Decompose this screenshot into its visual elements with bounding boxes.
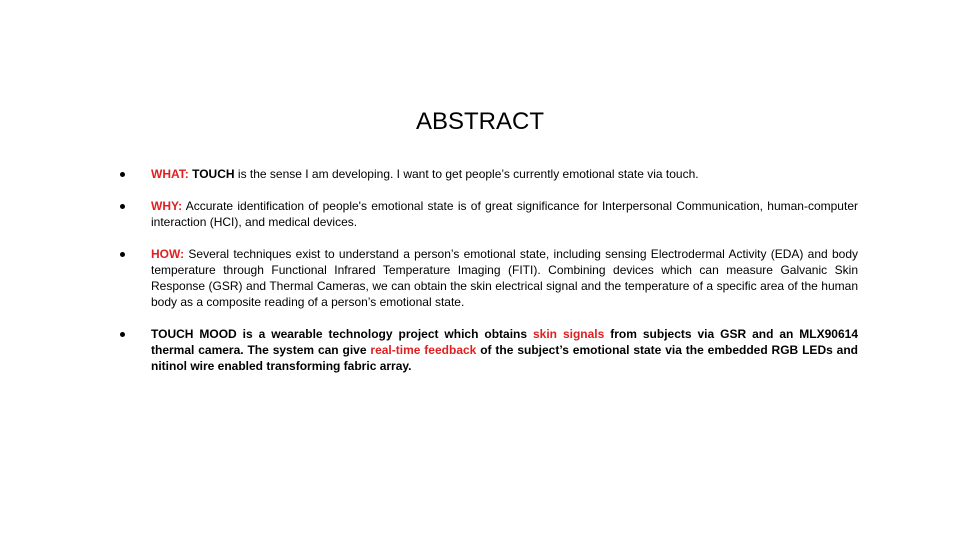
what-label: WHAT:	[151, 167, 189, 181]
how-label: HOW:	[151, 247, 185, 261]
bullet-why	[117, 198, 858, 230]
bullet-dot-icon	[120, 204, 125, 209]
touch-mood-text-2: from subjects via GSR and an MLX90614 thermal camera. The system can give	[151, 327, 858, 357]
page-title: ABSTRACT	[415, 108, 544, 135]
skin-signals-highlight: skin signals	[533, 327, 605, 341]
why-text: Accurate identification of people's emotional state is of great significance for Interpersonal Communication, human-computer interaction (HCI), and medical devices.	[151, 199, 858, 229]
bullet-how	[117, 246, 858, 310]
bullet-dot-icon	[120, 332, 125, 337]
real-time-feedback-highlight: real-time feedback	[370, 343, 477, 357]
what-text: is the sense I am developing. I want to get people’s currently emotional state via touch.	[234, 167, 699, 181]
why-label: WHY:	[151, 199, 183, 213]
bullet-touch-mood	[117, 326, 858, 374]
touch-mood-text-1: TOUCH MOOD is a wearable technology project which obtains	[151, 327, 533, 341]
touch-mood-text-3: of the subject’s emotional state via the embedded RGB LEDs and nitinol wire enabled transforming fabric array.	[151, 343, 858, 373]
how-text: Several techniques exist to understand a person’s emotional state, including sensing Electrodermal Activity (EDA) and body temperature through Functional Infrared Temperature Imaging (FITI). Combining devices which can measure Galvanic Skin Response (GSR) and Thermal Cameras, we can obtain the skin electrical signal and the temperature of a specific area of the human body as a composite reading of a person’s emotional state.	[151, 247, 858, 309]
bullet-what	[117, 166, 858, 182]
what-keyword: TOUCH	[192, 167, 235, 181]
bullet-list	[117, 166, 858, 390]
bullet-dot-icon	[120, 252, 125, 257]
bullet-dot-icon	[120, 172, 125, 177]
